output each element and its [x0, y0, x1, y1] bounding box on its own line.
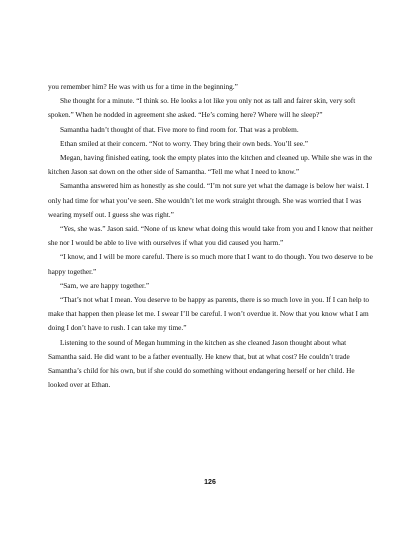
paragraph: She thought for a minute. “I think so. He looks a lot like you only not as tall and fairer skin, very soft spoken.” When he nodded in agreement she asked. “He’s coming here? Where will he sleep?”: [48, 96, 356, 120]
paragraph: “Sam, we are happy together.”: [60, 280, 150, 290]
paragraph: “I know, and I will be more careful. There is so much more that I want to do though. You two deserve to be happy together.”: [48, 252, 373, 276]
paragraph: Listening to the sound of Megan humming in the kitchen as she cleaned Jason thought about what Samantha said. He did want to be a father eventually. He knew that, but at what cost? He couldn’t trade Samantha’s child for his own, but if she could do something without endangering herself or her child. He looked over at Ethan.: [48, 337, 355, 390]
paragraph-continuation: you remember him? He was with us for a time in the beginning.”: [48, 82, 238, 91]
paragraph: Megan, having finished eating, took the empty plates into the kitchen and cleaned up. While she was in the kitchen Jason sat down on the other side of Samantha. “Tell me what I need to know.”: [48, 153, 373, 177]
body-text: [48, 80, 374, 392]
paragraph: Samantha hadn’t thought of that. Five more to find room for. That was a problem.: [60, 124, 299, 134]
paragraph: Samantha answered him as honestly as she could. “I’m not sure yet what the damage is below her waist. I only had time for what you’ve seen. She wouldn’t let me work straight through. She was worried that I was wearing myself out. I guess she was right.”: [48, 181, 369, 219]
paragraph: “That’s not what I mean. You deserve to be happy as parents, there is so much love in you. If I can help to make that happen then please let me. I swear I’ll be careful. I won’t overdue it. Now that you know what I am doing I don’t have to rush. I can take my time.”: [48, 295, 370, 333]
page-number: 126: [204, 479, 216, 486]
paragraph: Ethan smiled at their concern. “Not to worry. They bring their own beds. You’ll see.”: [60, 138, 309, 148]
paragraph: “Yes, she was.” Jason said. “None of us knew what doing this would take from you and I know that neither she nor I would be able to live with ourselves if what you did caused you harm.”: [48, 224, 373, 248]
